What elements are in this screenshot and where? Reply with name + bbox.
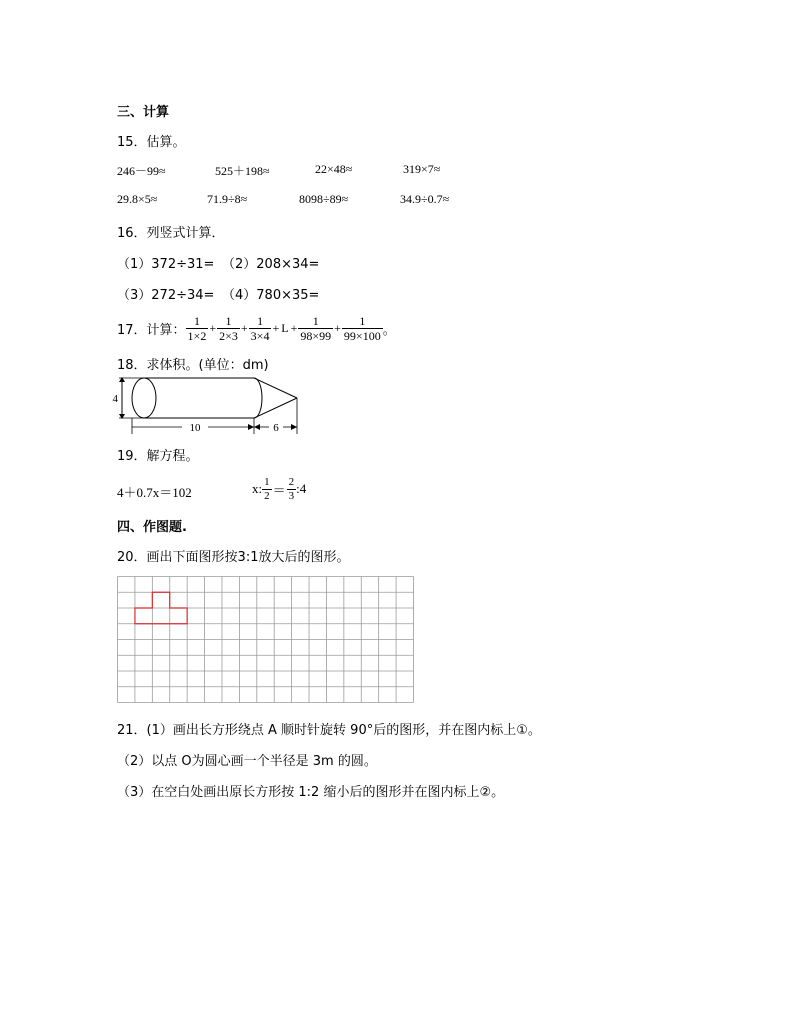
ellipsis-symbol: L [281,320,289,335]
pencil-solid-figure [114,372,304,436]
cylinder-base [132,378,156,418]
equation-1: 4＋0.7x＝102 [117,485,192,500]
eq2-suffix: :4 [296,481,307,496]
q17-end: 。 [382,322,396,338]
q18-label: 18．求体积。(单位：dm) [117,358,269,373]
q21-part-3: （3）在空白处画出原长方形按 1:2 缩小后的图形并在图内标上②。 [117,785,505,800]
plus-sign: + [240,320,248,335]
eq2-fraction: $\frac{1}{2}$ [264,475,270,502]
section-3-title: 三、计算 [117,105,170,120]
eq2-prefix: x: [252,481,263,496]
plus-sign: + [272,320,280,335]
plus-sign: + [290,320,298,335]
diameter-label: 4 [112,393,118,405]
q15-item: 8098÷89≈ [299,192,349,206]
drawing-grid [117,576,414,703]
q19-label: 19．解方程。 [117,449,199,464]
q16-item: （1）372÷31= [117,257,215,272]
plus-sign: + [334,320,341,335]
q15-item: 71.9÷8≈ [207,192,248,206]
cylinder-right-base [254,378,262,418]
arrowhead [248,424,254,430]
equation-2 [252,472,306,506]
q16-item: （2）208×34= [222,257,320,272]
q15-item: 34.9÷0.7≈ [400,192,450,206]
section-4-title: 四、作图题. [117,520,187,535]
eq2-fraction: $\frac{2}{3}$ [288,475,295,502]
q16-item: （3）272÷34= [117,288,215,303]
q17-fraction: $\frac{1}{3\times 4}$ [250,313,270,343]
q16-item: （4）780×35= [222,288,320,303]
q20-label: 20．画出下面图形按3:1放大后的图形。 [117,550,350,565]
q15-item: 319×7≈ [403,162,441,176]
q17-fraction: $\frac{1}{98\times 99}$ [300,313,332,343]
q15-item: 525＋198≈ [215,164,270,178]
q17-fraction: $\frac{1}{1\times 2}$ [187,313,207,343]
q17-fraction: $\frac{1}{2\times 3}$ [219,313,238,343]
q15-item: 22×48≈ [315,162,353,176]
plus-sign: + [209,320,217,335]
q17-label: 17．计算： [117,322,186,338]
q15-item: 246－99≈ [117,164,166,178]
q21-part-1: 21．(1）画出长方形绕点 A 顺时针旋转 90°后的图形，并在图内标上①。 [117,723,541,738]
q21-part-2: （2）以点 O为圆心画一个半径是 3m 的圆。 [117,754,377,769]
q17-fraction: $\frac{1}{99\times 100}$ [343,313,381,343]
q15-item: 29.8×5≈ [117,192,158,206]
cylinder-length-label: 10 [189,422,201,434]
equals-sign: ＝ [272,482,286,498]
q15-label: 15．估算。 [117,135,186,150]
grid-lines [118,577,414,703]
cone-length-label: 6 [273,422,279,434]
q16-label: 16．列竖式计算． [117,226,225,241]
q17-expression [117,310,396,346]
